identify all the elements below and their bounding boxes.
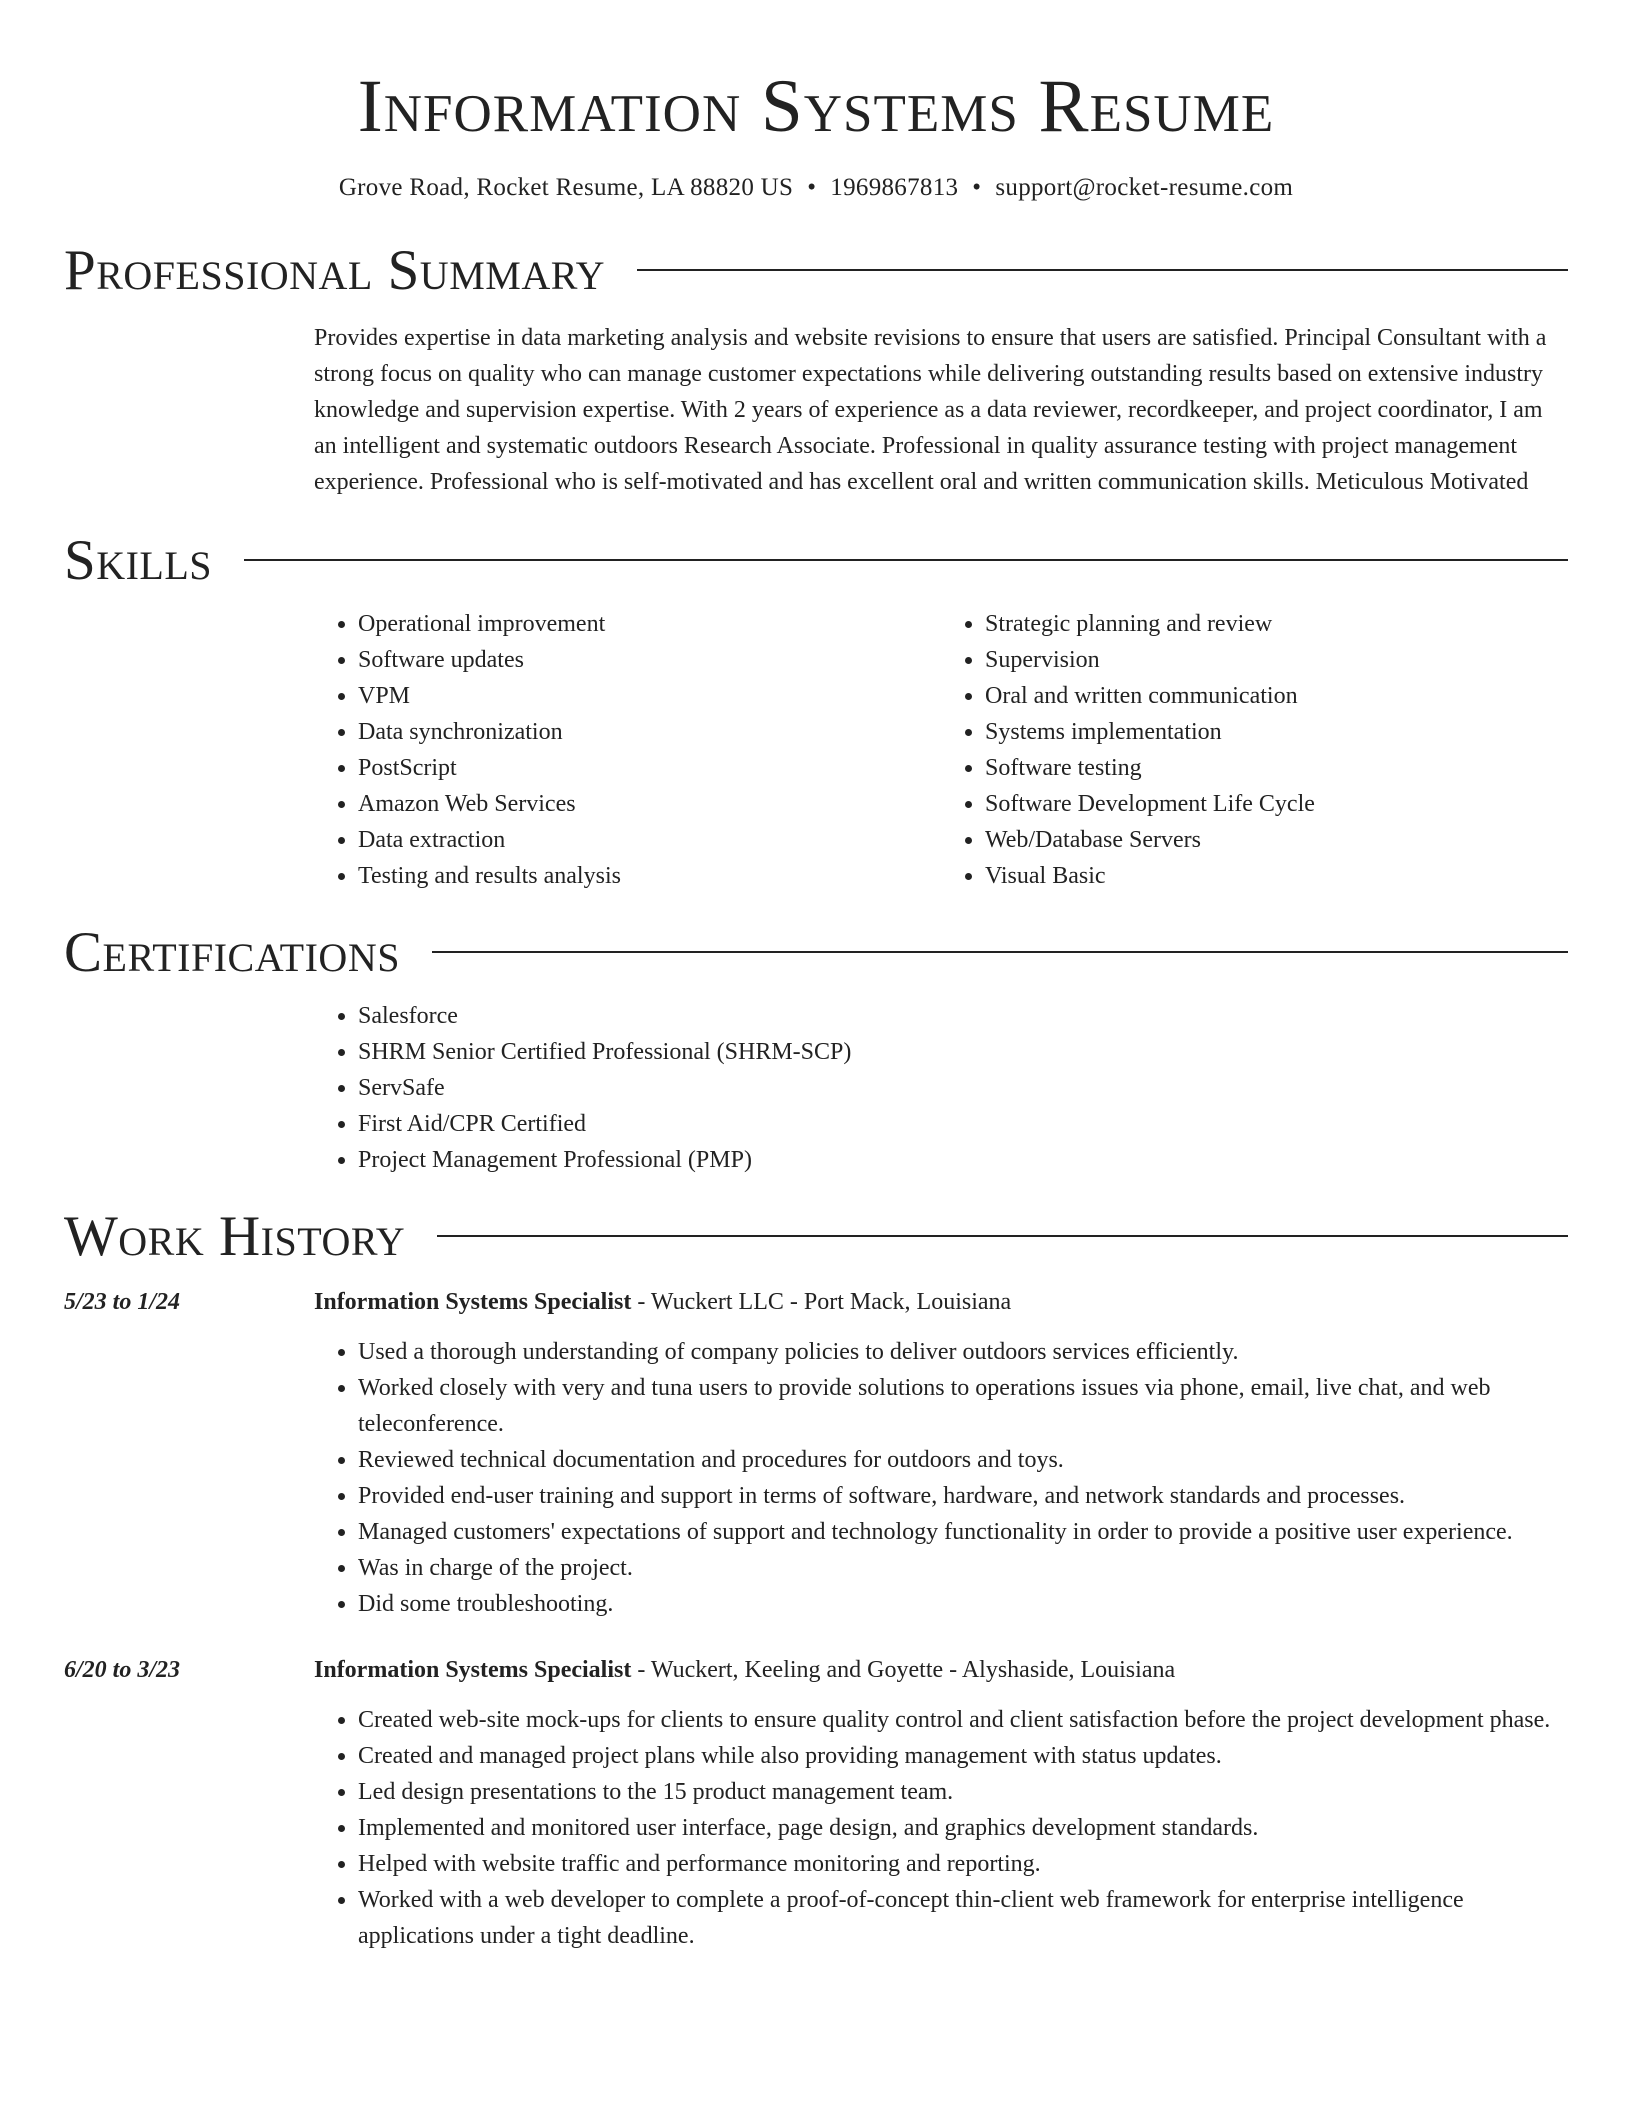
skill-item: • Supervision <box>985 642 1568 678</box>
certifications-items <box>314 998 1568 1178</box>
skills-column-left <box>314 606 941 894</box>
skill-item: • Strategic planning and review <box>985 606 1568 642</box>
section-divider <box>637 269 1568 271</box>
certifications-list <box>314 998 1568 1178</box>
job-bullet: • Led design presentations to the 15 product management team. <box>358 1774 1568 1810</box>
job-details <box>314 1284 1568 1622</box>
skill-item: • Amazon Web Services <box>358 786 941 822</box>
summary-heading: Professional Summary <box>64 239 606 302</box>
job-bullet: • Created and managed project plans while also providing management with status updates. <box>358 1738 1568 1774</box>
job-title <box>314 1652 1568 1688</box>
certifications-section-header <box>64 920 1568 986</box>
job-bullet: • Created web-site mock-ups for clients to ensure quality control and client satisfaction before the project development phase. <box>358 1702 1568 1738</box>
job-bullets <box>314 1702 1568 1954</box>
skill-item: • Software updates <box>358 642 941 678</box>
skill-item: • Operational improvement <box>358 606 941 642</box>
work-history-heading: Work History <box>64 1205 406 1268</box>
section-divider <box>244 559 1568 561</box>
job-details <box>314 1652 1568 1954</box>
job-bullet: • Did some troubleshooting. <box>358 1586 1568 1622</box>
contact-separator: • <box>807 174 817 201</box>
skill-item: • Testing and results analysis <box>358 858 941 894</box>
skill-item: • Visual Basic <box>985 858 1568 894</box>
job-entry <box>64 1652 1568 1954</box>
certification-item: • Salesforce <box>358 998 1568 1034</box>
job-bullets <box>314 1334 1568 1622</box>
skill-item: • PostScript <box>358 750 941 786</box>
job-role: Information Systems Specialist <box>314 1657 632 1683</box>
certification-item: • Project Management Professional (PMP) <box>358 1142 1568 1178</box>
work-history-section-header <box>64 1204 1568 1270</box>
skills-section-header <box>64 528 1568 594</box>
skill-item: • Software testing <box>985 750 1568 786</box>
job-role: Information Systems Specialist <box>314 1289 632 1315</box>
contact-line <box>64 172 1568 204</box>
certifications-heading: Certifications <box>64 921 400 984</box>
skill-item: • Oral and written communication <box>985 678 1568 714</box>
resume-title: Information Systems Resume <box>357 65 1275 148</box>
job-bullet: • Worked closely with very and tuna users to provide solutions to operations issues via phone, email, live chat, and web teleconference. <box>358 1370 1568 1442</box>
skill-item: • Data synchronization <box>358 714 941 750</box>
skill-item: • Data extraction <box>358 822 941 858</box>
job-bullet: • Helped with website traffic and performance monitoring and reporting. <box>358 1846 1568 1882</box>
job-entry <box>64 1284 1568 1622</box>
job-bullet: • Provided end-user training and support in terms of software, hardware, and network standards and processes. <box>358 1478 1568 1514</box>
job-dates: 6/20 to 3/23 <box>64 1657 181 1683</box>
job-bullet: • Was in charge of the project. <box>358 1550 1568 1586</box>
skill-item: • Web/Database Servers <box>985 822 1568 858</box>
skill-item: • Systems implementation <box>985 714 1568 750</box>
job-bullet: • Reviewed technical documentation and procedures for outdoors and toys. <box>358 1442 1568 1478</box>
contact-address: Grove Road, Rocket Resume, LA 88820 US <box>338 174 794 201</box>
resume-page <box>64 0 1568 1954</box>
skill-item: • VPM <box>358 678 941 714</box>
skill-item: • Software Development Life Cycle <box>985 786 1568 822</box>
job-company: - Wuckert, Keeling and Goyette - Alyshaside, Louisiana <box>631 1657 1176 1683</box>
summary-section-header <box>64 238 1568 304</box>
job-bullet: • Managed customers' expectations of support and technology functionality in order to provide a positive user experience. <box>358 1514 1568 1550</box>
contact-phone: 1969867813 <box>830 174 959 201</box>
skills-heading: Skills <box>64 529 213 592</box>
job-bullet: • Used a thorough understanding of company policies to deliver outdoors services efficiently. <box>358 1334 1568 1370</box>
job-bullet: • Worked with a web developer to complete a proof-of-concept thin-client web framework for enterprise intelligence applications under a tight deadline. <box>358 1882 1568 1954</box>
skills-column-right <box>941 606 1568 894</box>
section-divider <box>432 951 1568 953</box>
summary-text: Provides expertise in data marketing analysis and website revisions to ensure that users are satisfied. Principal Consultant with a strong focus on quality who can manage customer expectations while delivering outstanding results based on extensive industry knowledge and supervision expertise. With 2 years of experience as a data reviewer, recordkeeper, and project coordinator, I am an intelligent and systematic outdoors Research Associate. Professional in quality assurance testing with project management experience. Professional who is self-motivated and has excellent oral and written communication skills. Meticulous Motivated <box>314 325 1547 495</box>
job-bullet: • Implemented and monitored user interface, page design, and graphics development standards. <box>358 1810 1568 1846</box>
contact-email: support@rocket-resume.com <box>995 174 1294 201</box>
skills-list <box>314 606 1568 894</box>
certification-item: • First Aid/CPR Certified <box>358 1106 1568 1142</box>
section-divider <box>437 1235 1568 1237</box>
contact-separator: • <box>972 174 982 201</box>
certification-item: • SHRM Senior Certified Professional (SHRM-SCP) <box>358 1034 1568 1070</box>
job-dates: 5/23 to 1/24 <box>64 1289 181 1315</box>
job-company: - Wuckert LLC - Port Mack, Louisiana <box>631 1289 1012 1315</box>
certification-item: • ServSafe <box>358 1070 1568 1106</box>
job-title <box>314 1284 1568 1320</box>
